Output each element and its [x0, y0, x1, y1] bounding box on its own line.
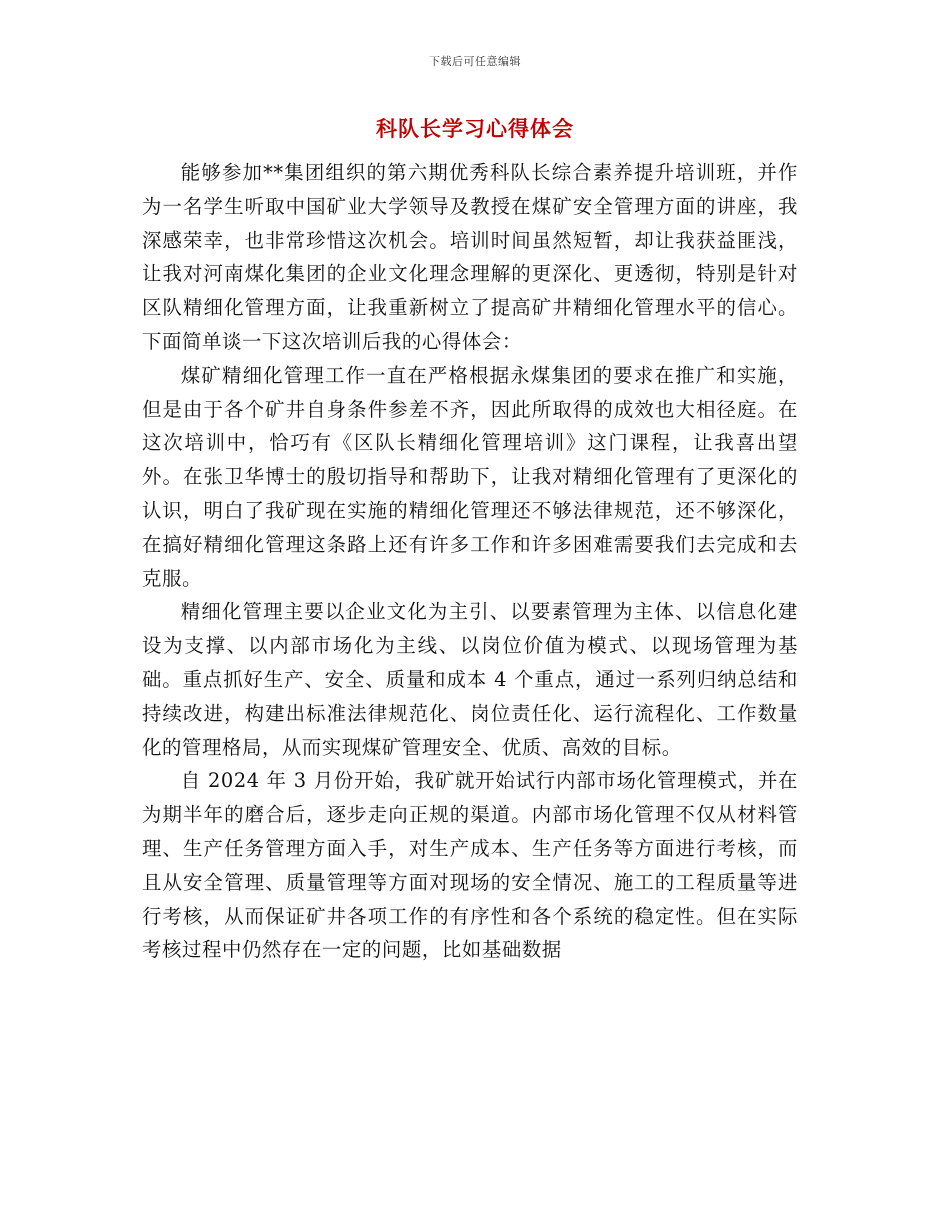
paragraph: 能够参加**集团组织的第六期优秀科队长综合素养提升培训班，并作为一名学生听取中国矿业大学领导及教授在煤矿安全管理方面的讲座，我深感荣幸，也非常珍惜这次机会。培训时间虽然短暂，却让我获益匪浅，让我对河南煤化集团的企业文化理念理解的更深化、更透彻，特别是针对区队精细化管理方面，让我重新树立了提高矿井精细化管理水平的信心。下面简单谈一下这次培训后我的心得体会：: [142, 161, 798, 353]
header-note: 下载后可任意编辑: [429, 55, 521, 68]
document-body: [142, 156, 798, 967]
paragraph: 精细化管理主要以企业文化为主引、以要素管理为主体、以信息化建设为支撑、以内部市场化为主线、以岗位价值为模式、以现场管理为基础。重点抓好生产、安全、质量和成本 4 个重点，通过一系列归纳总结和持续改进，构建出标准法律规范化、岗位责任化、运行流程化、工作数量化的管理格局，从而实现煤矿管理安全、优质、高效的目标。: [142, 600, 798, 759]
paragraph: 煤矿精细化管理工作一直在严格根据永煤集团的要求在推广和实施，但是由于各个矿井自身条件参差不齐，因此所取得的成效也大相径庭。在这次培训中，恰巧有《区队长精细化管理培训》这门课程，让我喜出望外。在张卫华博士的殷切指导和帮助下，让我对精细化管理有了更深化的认识，明白了我矿现在实施的精细化管理还不够法律规范，还不够深化，在搞好精细化管理这条路上还有许多工作和许多困难需要我们去完成和去克服。: [142, 363, 798, 590]
document-title: 科队长学习心得体会: [376, 116, 574, 141]
paragraph: 自 2024 年 3 月份开始，我矿就开始试行内部市场化管理模式，并在为期半年的磨合后，逐步走向正规的渠道。内部市场化管理不仅从材料管理、生产任务管理方面入手，对生产成本、生产任务等方面进行考核，而且从安全管理、质量管理等方面对现场的安全情况、施工的工程质量等进行考核，从而保证矿井各项工作的有序性和各个系统的稳定性。但在实际考核过程中仍然存在一定的问题，比如基础数据: [142, 769, 798, 962]
